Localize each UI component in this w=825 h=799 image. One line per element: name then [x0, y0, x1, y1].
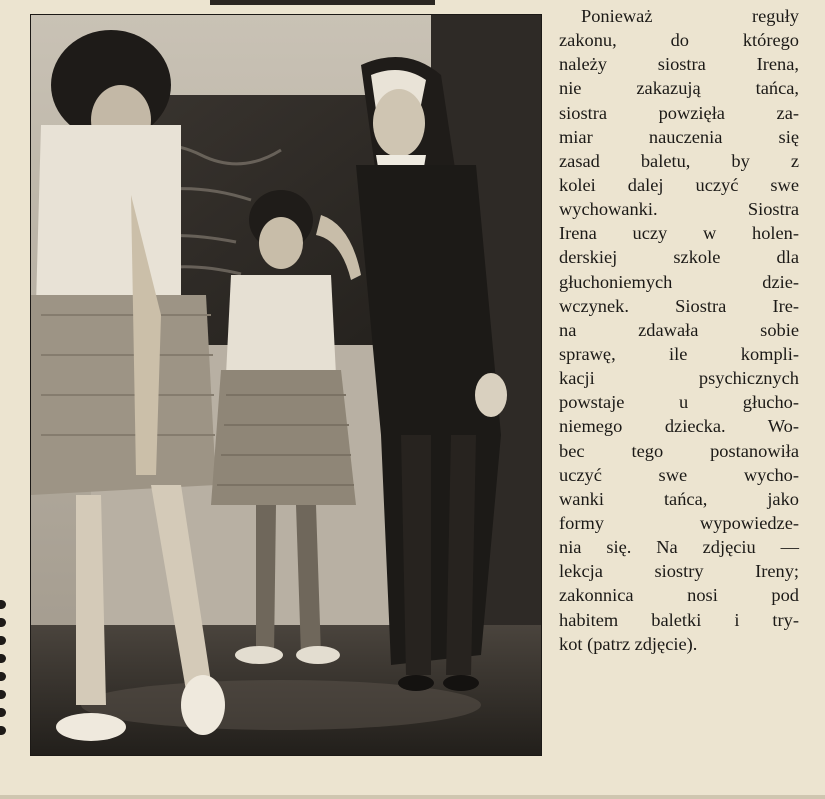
article-line: należy siostra Irena, — [559, 54, 799, 75]
article-line: na zdawała sobie — [559, 319, 799, 340]
article-line: powstaje u głucho- — [559, 392, 799, 413]
article-line: kolei dalej uczyć swe — [559, 174, 799, 195]
page-edge — [0, 795, 825, 799]
article-line: kot (patrz zdjęcie). — [559, 633, 698, 654]
article-line: wychowanki. Siostra — [559, 199, 799, 220]
article-line: bec tego postanowiła — [559, 440, 799, 461]
photo-illustration — [31, 15, 541, 755]
article-line: głuchoniemych dzie- — [559, 271, 799, 292]
article-line: Ponieważ reguły — [581, 6, 799, 26]
article-text — [559, 4, 799, 656]
article-line: nie zakazują tańca, — [559, 78, 799, 99]
article-line: derskiej szkole dla — [559, 247, 799, 268]
article-line: kacji psychicznych — [559, 368, 799, 389]
article-line: zakonnica nosi pod — [559, 585, 799, 606]
article-line: siostra powzięła za- — [559, 102, 799, 123]
article-line: nia się. Na zdjęciu — — [559, 537, 799, 558]
article-line: zakonu, do którego — [559, 30, 799, 51]
article-line: lekcja siostry Ireny; — [559, 561, 799, 582]
ballet-lesson-photo — [30, 14, 542, 756]
article-line: sprawę, ile kompli- — [559, 343, 799, 364]
article-line: wczynek. Siostra Ire- — [559, 295, 799, 316]
article-line: niemego dziecka. Wo- — [559, 416, 799, 437]
top-rule — [210, 0, 435, 5]
article-line: uczyć swe wycho- — [559, 464, 799, 485]
article-line: wanki tańca, jako — [559, 488, 799, 509]
article-line: habitem baletki i try- — [559, 609, 799, 630]
article-line: zasad baletu, by z — [559, 150, 799, 171]
article-line: miar nauczenia się — [559, 126, 799, 147]
binding-holes — [0, 600, 8, 760]
article-line: Irena uczy w holen- — [559, 223, 799, 244]
article-line: formy wypowiedze- — [559, 512, 799, 533]
